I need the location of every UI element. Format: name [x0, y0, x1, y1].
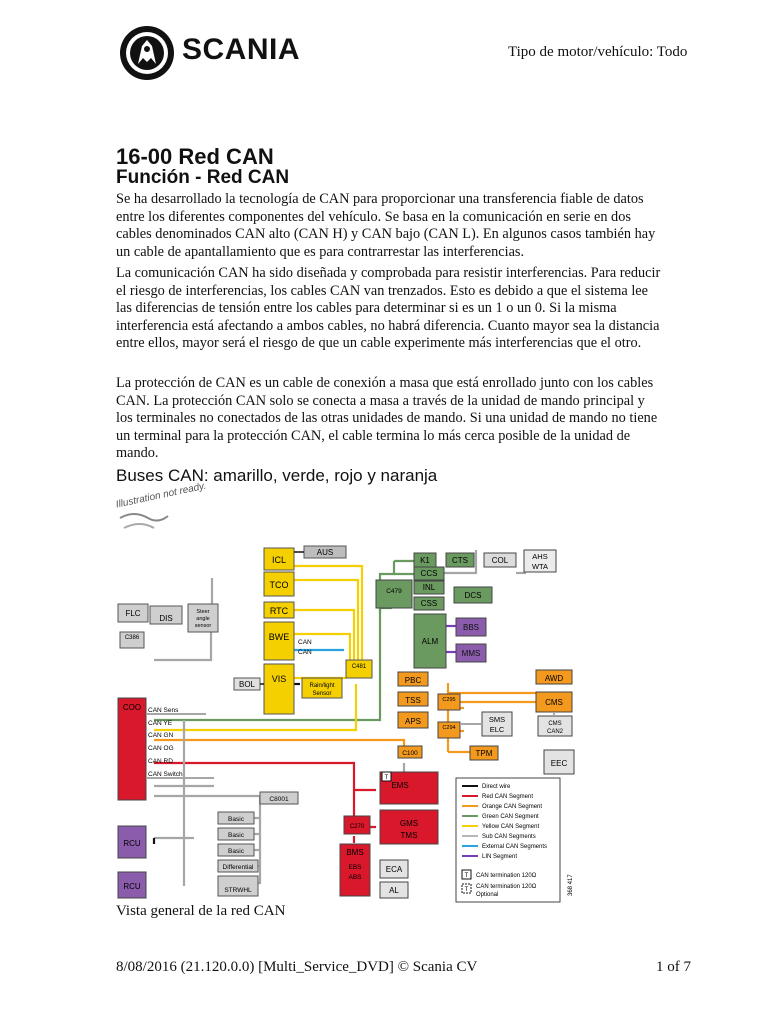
node-mms: MMS	[461, 649, 481, 658]
section-heading: Buses CAN: amarillo, verde, rojo y naranja	[116, 466, 438, 485]
can-og-label: CAN OG	[148, 745, 174, 752]
node-css: CSS	[420, 599, 438, 608]
node-rcu-2: RCU	[123, 882, 141, 891]
node-vis: VIS	[271, 674, 287, 684]
node-rain: Rain/light	[309, 683, 335, 689]
node-abs: ABS	[348, 874, 362, 881]
brand-name: SCANIA	[182, 33, 301, 66]
node-tss: TSS	[405, 696, 421, 705]
node-alm: ALM	[421, 637, 439, 646]
legend-label: LIN Segment	[482, 854, 518, 860]
node-c479: C479	[386, 588, 402, 595]
legend-label: Yellow CAN Segment	[482, 824, 540, 830]
node-wta: WTA	[531, 562, 549, 571]
node-rtc: RTC	[269, 606, 289, 616]
node-c270: C270	[349, 824, 365, 830]
node-cms-can2-b: CAN2	[546, 729, 564, 735]
node-bbs: BBS	[462, 623, 480, 632]
node-basic-1: Basic	[228, 816, 244, 823]
paragraph-1: Se ha desarrollado la tecnología de CAN para proporcionar una transferencia fiable de datos entre los diferentes componentes del vehículo. Se basa en la comunicación en serie en dos cables denominados CAN alto (CAN H) y CAN bajo (CAN L). En algunos casos también hay un cable de apantallamiento que es para contrarrestar las interferencias.	[116, 191, 656, 260]
node-ahs: AHS	[532, 552, 548, 561]
legend-termination: CAN termination 120Ω	[476, 873, 537, 879]
legend-label: Direct wire	[482, 784, 511, 790]
scania-griffin-logo	[118, 24, 176, 82]
node-k1: K1	[420, 556, 430, 565]
node-c8001: C8001	[269, 796, 289, 803]
node-c386: C386	[124, 635, 140, 641]
can-network-diagram	[114, 538, 580, 904]
node-ccs: CCS	[420, 569, 438, 578]
node-al: AL	[389, 886, 399, 895]
node-coo: COO	[122, 703, 142, 712]
legend-label: External CAN Segments	[482, 844, 548, 850]
footer-source: 8/08/2016 (21.120.0.0) [Multi_Service_DVD] © Scania CV	[116, 959, 478, 975]
page-subtitle: Función - Red CAN	[116, 167, 290, 188]
node-ems: EMS	[391, 781, 409, 790]
legend-label: Sub CAN Segments	[482, 834, 536, 840]
figure-caption: Vista general de la red CAN	[116, 903, 286, 919]
can-gn-label: CAN GN	[148, 732, 174, 739]
node-differential: Differential	[222, 864, 254, 871]
can-sens-label: CAN Sens	[148, 707, 179, 714]
node-cms: CMS	[545, 698, 563, 707]
termination-icon-2: T	[464, 887, 469, 893]
node-bwe: BWE	[268, 632, 290, 642]
legend-label: Red CAN Segment	[482, 794, 534, 800]
node-icl: ICL	[271, 555, 287, 565]
node-tco: TCO	[269, 580, 289, 590]
termination-icon-1: T	[464, 873, 469, 879]
node-sensor: Sensor	[312, 691, 332, 697]
paragraph-2: La comunicación CAN ha sido diseñada y comprobada para resistir interferencias. Para reducir el riesgo de interferencias, los cables CAN van trenzados. Esto es debido a que el sistema lee las diferencias de tensión entre los cables para determinar si es un 1 o un 0. Si la misma interferencia está afectando a ambos cables, no habrá diferencia. Cuanto mayor sea la distancia entre ellos, mayor será el riesgo de que un cable experimente más interferencias que el otro.	[116, 265, 661, 352]
node-pbc: PBC	[404, 676, 422, 685]
node-cts: CTS	[452, 556, 468, 565]
orange-can-wire	[154, 740, 404, 753]
node-flc: FLC	[125, 609, 141, 618]
node-gms: GMS	[399, 819, 419, 828]
node-tpm: TPM	[475, 749, 493, 758]
node-steer-1: Steer	[196, 609, 210, 615]
legend-termination-optional-b: Optional	[476, 892, 499, 898]
node-bol: BOL	[238, 680, 256, 689]
node-bms: BMS	[346, 848, 364, 857]
legend-label: Green CAN Segment	[482, 814, 539, 820]
illustration-note: Illustration not ready.	[114, 480, 208, 511]
node-eca: ECA	[385, 865, 403, 874]
page-number: 1 of 7	[656, 959, 691, 975]
node-c481: C481	[351, 664, 367, 670]
node-c295: C295	[442, 697, 456, 703]
figure-id: 368 417	[568, 874, 574, 896]
node-awd: AWD	[544, 674, 564, 683]
node-inl: INL	[422, 583, 436, 592]
node-tms: TMS	[400, 831, 418, 840]
node-c294: C294	[442, 725, 456, 731]
can-switch-label: CAN Switch	[148, 771, 183, 778]
termination-ems: T	[384, 775, 389, 781]
node-elc: ELC	[489, 725, 505, 734]
node-rcu-1: RCU	[123, 839, 141, 848]
node-aus: AUS	[316, 548, 334, 557]
node-cms-can2-a: CMS	[548, 721, 562, 727]
node-eec: EEC	[550, 759, 568, 768]
node-c100: C100	[402, 750, 418, 757]
node-steer-3: sensor	[194, 623, 212, 629]
can-rd-label: CAN RD	[148, 758, 173, 765]
paragraph-3: La protección de CAN es un cable de conexión a masa que está enrollado junto con los cables CAN. La protección CAN solo se conecta a masa a través de la unidad de mando principal y los terminales no conectados de las otras unidades de mando. Si una unidad de mando no tiene un terminal para la protección CAN, el cable termina lo más cerca posible de la unidad de mando.	[116, 375, 658, 462]
can-label-a: CAN	[298, 639, 312, 646]
legend-label: Orange CAN Segment	[482, 804, 543, 810]
legend-termination-optional-a: CAN termination 120Ω	[476, 884, 537, 890]
node-steer-2: angle	[196, 616, 210, 622]
node-basic-3: Basic	[228, 848, 244, 855]
node-ebs: EBS	[348, 864, 362, 871]
node-dcs: DCS	[464, 591, 482, 600]
page-title: 16-00 Red CAN	[116, 144, 274, 169]
node-basic-2: Basic	[228, 832, 244, 839]
node-sms: SMS	[488, 715, 506, 724]
node-strwhl: STRWHL	[224, 887, 252, 894]
illustration-not-ready-stamp	[114, 480, 208, 536]
node-dis: DIS	[159, 614, 173, 623]
can-ye-label: CAN YE	[148, 720, 173, 727]
node-aps: APS	[404, 717, 422, 726]
node-col: COL	[491, 556, 509, 565]
can-label-b: CAN	[298, 649, 312, 656]
engine-type-label: Tipo de motor/vehículo: Todo	[508, 44, 688, 60]
